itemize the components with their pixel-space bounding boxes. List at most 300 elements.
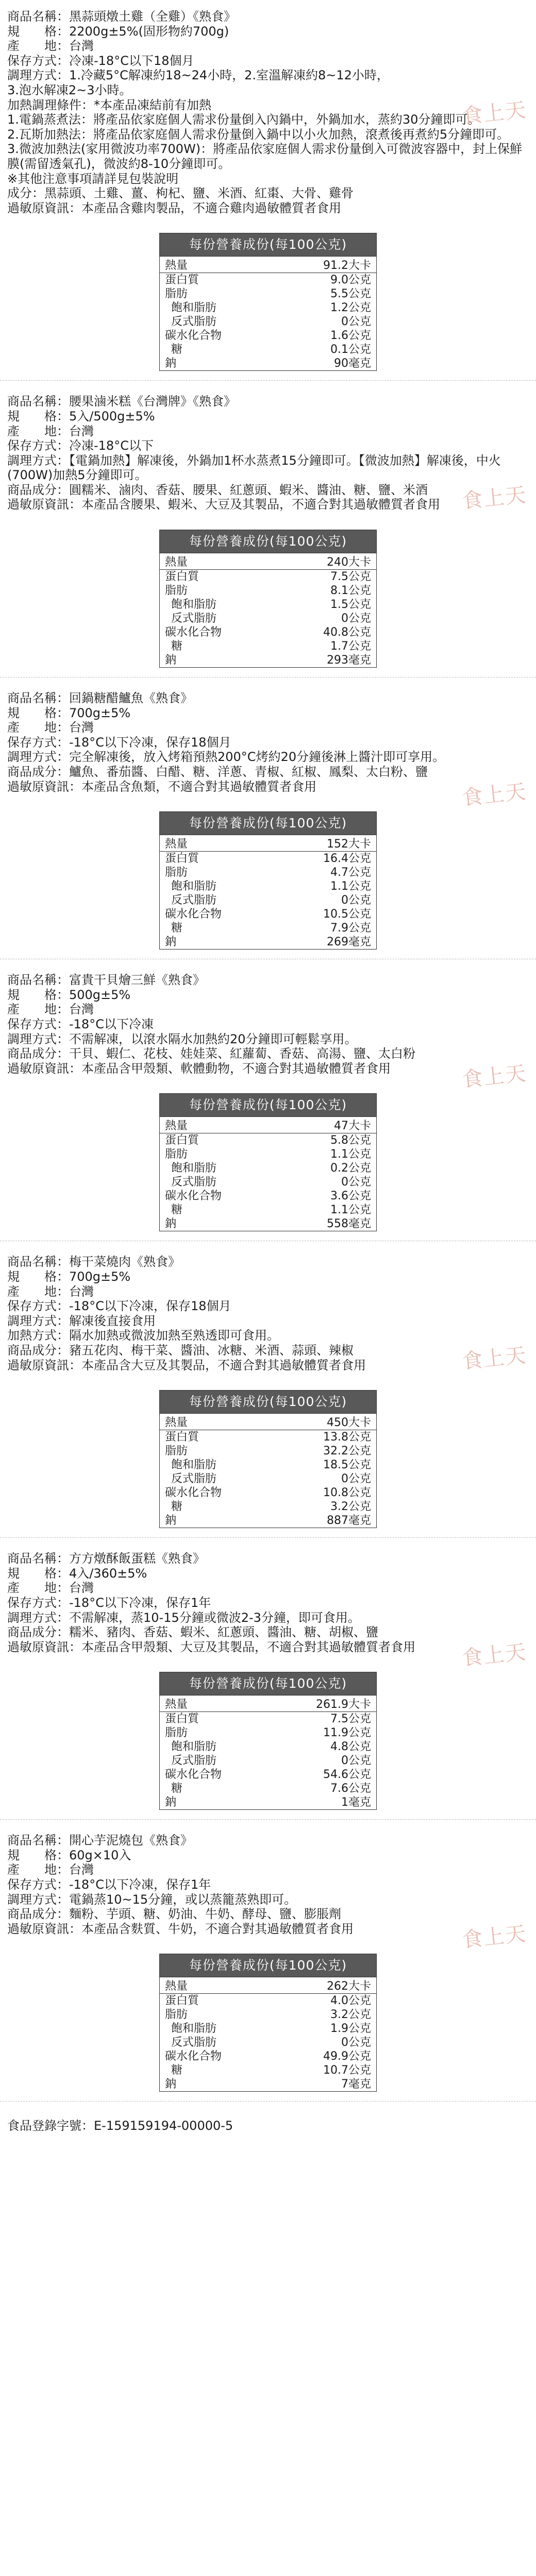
spec-row [7, 1566, 529, 1581]
nutrient-value: 7.5公克 [269, 1712, 376, 1726]
spec-label: 產 地： [7, 1284, 69, 1299]
nutrient-value: 47大卡 [279, 1117, 376, 1133]
nutrient-name: 碳水化合物 [165, 1768, 222, 1782]
nutrition-facts-table [159, 1093, 377, 1231]
nutrient-name: 飽和脂肪 [171, 1459, 217, 1472]
nutrient-value: 13.8公克 [276, 1430, 376, 1445]
nutrition-table-body [160, 256, 376, 370]
nutrient-value: 0公克 [341, 315, 371, 329]
nutrition-table-body [160, 1695, 376, 1809]
product-section [0, 1551, 536, 1810]
nutrition-row [160, 612, 376, 625]
spec-value: 方方燉酥飯蛋糕《熟食》 [69, 1551, 205, 1566]
nutrient-value: 152大卡 [276, 835, 376, 852]
nutrition-row [160, 1414, 376, 1430]
nutrition-row [160, 625, 376, 639]
note-line: 調理方式：完全解凍後，放入烤箱預熱200°C烤約20分鐘後淋上醬汁即可享用。 [7, 750, 445, 765]
nutrition-row [160, 1696, 376, 1712]
nutrient-name: 脂肪 [165, 1445, 188, 1458]
nutrient-value: 4.7公克 [330, 866, 371, 879]
nutrient-name: 蛋白質 [160, 1430, 276, 1445]
spec-value: 冷凍-18°C以下 [69, 438, 154, 453]
note-line: 商品成分：糯米、豬肉、香菇、蝦米、紅蔥頭、醬油、糖、胡椒、鹽 [7, 1625, 378, 1640]
spec-row [7, 1581, 529, 1596]
spec-row [7, 706, 529, 721]
nutrition-row [160, 1217, 376, 1231]
nutrient-value: 269毫克 [327, 936, 371, 949]
nutrient-value: 1.9公克 [330, 2022, 371, 2036]
nutrient-name: 蛋白質 [160, 852, 276, 866]
product-section [0, 394, 536, 668]
spec-row [7, 1862, 529, 1877]
spec-row [7, 1284, 529, 1299]
nutrient-value: 0.2公克 [330, 1162, 371, 1175]
nutrition-row [160, 1500, 376, 1514]
spec-label: 產 地： [7, 720, 69, 735]
nutrient-name: 鈉 [165, 357, 177, 370]
nutrition-facts-table [159, 1672, 377, 1810]
nutrition-row [160, 1514, 376, 1528]
note-line: 過敏原資訊：本產品含甲殼類、大豆及其製品，不適合對其過敏體質者食用 [7, 1639, 415, 1654]
note-line: ※其他注意事項請詳見包裝說明 [7, 171, 179, 186]
nutrition-table-body [160, 553, 376, 667]
spec-row [7, 1877, 529, 1892]
spec-label: 規 格： [7, 705, 69, 720]
nutrient-value: 0公克 [341, 1472, 371, 1486]
product-section [0, 9, 536, 371]
spec-value: 台灣 [69, 39, 94, 54]
note-line: 過敏原資訊：本產品含腰果、蝦米、大豆及其製品，不適合對其過敏體質者食用 [7, 497, 440, 512]
nutrition-row [160, 1994, 376, 2008]
spec-row [7, 720, 529, 735]
spec-row [7, 1551, 529, 1566]
spec-value: 台灣 [69, 1581, 94, 1596]
nutrient-name: 糖 [171, 1782, 183, 1795]
nutrient-name: 蛋白質 [160, 1133, 279, 1148]
spec-value: 黑蒜頭燉土雞（全雞）《熟食》 [69, 9, 236, 24]
product-section [0, 691, 536, 950]
nutrient-name: 飽和脂肪 [171, 2022, 217, 2036]
spec-row [7, 1255, 529, 1269]
spec-value: -18°C以下冷凍，保存18個月 [69, 1299, 231, 1314]
spec-label: 規 格： [7, 409, 69, 423]
spec-label: 保存方式： [7, 53, 69, 68]
spec-row [7, 1269, 529, 1284]
nutrient-name: 熱量 [160, 257, 276, 273]
spec-label: 產 地： [7, 423, 69, 438]
nutrition-row [160, 273, 376, 287]
nutrition-row [160, 1712, 376, 1726]
section-divider [0, 959, 536, 965]
nutrient-value: 0公克 [341, 1176, 371, 1189]
note-line: 2.瓦斯加熱法：將產品依家庭個人需求份量倒入鍋中以小火加熱，滾煮後再煮約5分鐘即可。 [7, 127, 510, 142]
spec-row [7, 438, 529, 453]
spec-value: 1.冷藏5°C解凍約18~24小時，2.室溫解凍約8~12小時， [69, 68, 389, 83]
nutrient-name: 熱量 [160, 1696, 269, 1712]
nutrient-value: 1.6公克 [330, 329, 371, 343]
nutrition-row [160, 1795, 376, 1809]
nutrition-facts-title: 每份營養成份(每100公克) [160, 1954, 376, 1977]
nutrient-value: 0公克 [341, 612, 371, 625]
spec-label: 產 地： [7, 1581, 69, 1596]
nutrient-value: 4.8公克 [330, 1740, 371, 1754]
spec-row [7, 1017, 529, 1032]
nutrition-facts-title: 每份營養成份(每100公克) [160, 812, 376, 835]
nutrient-name: 鈉 [165, 1796, 177, 1809]
note-line: 調理方式：解凍後直接食用 [7, 1313, 156, 1328]
nutrition-row [160, 343, 376, 357]
spec-value: 富貴干貝燴三鮮《熟食》 [69, 973, 205, 988]
note-line: 商品成分：圓糯米、滷肉、香菇、腰果、紅蔥頭、蝦米、醬油、糖、鹽、米酒 [7, 482, 428, 497]
spec-label: 規 格： [7, 1848, 69, 1862]
nutrient-name: 鈉 [165, 654, 177, 667]
spec-value: -18°C以下冷凍，保存1年 [69, 1877, 211, 1892]
nutrition-row [160, 935, 376, 949]
spec-row [7, 1002, 529, 1017]
nutrient-name: 糖 [171, 640, 183, 653]
nutrient-value: 1.1公克 [330, 1148, 371, 1161]
nutrition-row [160, 2022, 376, 2036]
spec-label: 產 地： [7, 1862, 69, 1877]
section-divider [0, 2101, 536, 2108]
nutrient-name: 糖 [171, 922, 183, 935]
nutrition-row [160, 2063, 376, 2077]
spec-value: 台灣 [69, 1002, 94, 1017]
nutrition-table-body [160, 835, 376, 949]
spec-label: 商品名稱： [7, 691, 69, 706]
spec-label: 保存方式： [7, 438, 69, 453]
nutrition-row [160, 907, 376, 921]
nutrient-value: 5.8公克 [279, 1133, 376, 1148]
spec-label: 保存方式： [7, 1877, 69, 1892]
spec-value: 腰果滷米糕《台灣牌》《熟食》 [69, 394, 236, 409]
nutrient-value: 10.7公克 [323, 2064, 371, 2077]
nutrient-name: 碳水化合物 [165, 2050, 222, 2063]
spec-label: 規 格： [7, 987, 69, 1002]
note-line: 1.電鍋蒸煮法：將產品依家庭個人需求份量倒入內鍋中，外鍋加水，蒸約30分鐘即可。 [7, 112, 480, 127]
note-line: 加熱調理條件：*本產品凍結前有加熱 [7, 97, 211, 112]
note-line: 加熱方式：隔水加熱或微波加熱至熟透即可食用。 [7, 1328, 279, 1343]
nutrition-row [160, 287, 376, 301]
nutrient-name: 糖 [171, 1204, 183, 1217]
spec-row [7, 424, 529, 439]
watermark-stamp: 食上天 [461, 1343, 528, 1374]
nutrient-name: 碳水化合物 [165, 908, 222, 921]
nutrient-value: 7.5公克 [276, 570, 376, 584]
nutrition-row [160, 2077, 376, 2091]
note-line: 過敏原資訊：本產品含甲殼類、軟體動物，不適合對其過敏體質者食用 [7, 1061, 391, 1076]
nutrient-value: 262大卡 [276, 1977, 376, 1994]
spec-value: 3.泡水解凍2~3小時。 [7, 82, 132, 97]
nutrition-row [160, 1977, 376, 1994]
nutrient-value: 1.1公克 [330, 1204, 371, 1217]
nutrition-facts-title: 每份營養成份(每100公克) [160, 1391, 376, 1413]
nutrition-row [160, 584, 376, 598]
nutrient-name: 反式脂肪 [171, 1754, 217, 1768]
watermark-stamp: 食上天 [461, 1922, 528, 1953]
nutrient-name: 脂肪 [165, 287, 188, 301]
nutrition-row [160, 357, 376, 370]
nutrient-name: 反式脂肪 [171, 612, 217, 625]
spec-label: 商品名稱： [7, 1833, 69, 1848]
spec-value: -18°C以下冷凍，保存1年 [69, 1595, 211, 1610]
nutrient-value: 16.4公克 [276, 852, 376, 866]
note-line: 過敏原資訊：本產品含魚類，不適合對其過敏體質者食用 [7, 779, 316, 794]
nutrition-row [160, 1133, 376, 1148]
spec-value: 回鍋糖醋鱸魚《熟食》 [69, 691, 193, 706]
nutrient-name: 蛋白質 [160, 1994, 276, 2008]
nutrition-row [160, 1458, 376, 1472]
section-divider [0, 1241, 536, 1247]
product-section [0, 1255, 536, 1528]
spec-value: 梅干菜燒肉《熟食》 [69, 1255, 180, 1269]
nutrition-facts-title: 每份營養成份(每100公克) [160, 1094, 376, 1116]
spec-value: -18°C以下冷凍 [69, 1017, 154, 1031]
nutrient-value: 3.2公克 [330, 1500, 371, 1514]
nutrition-row [160, 1175, 376, 1189]
nutrition-row [160, 921, 376, 935]
nutrient-value: 558毫克 [327, 1217, 371, 1231]
nutrition-row [160, 1754, 376, 1768]
nutrient-name: 反式脂肪 [171, 1472, 217, 1486]
nutrient-name: 鈉 [165, 1217, 177, 1231]
nutrition-row [160, 653, 376, 667]
spec-label: 產 地： [7, 39, 69, 54]
nutrient-value: 0.1公克 [330, 343, 371, 357]
section-divider [0, 677, 536, 684]
spec-value: 700g±5% [69, 705, 131, 720]
nutrition-row [160, 879, 376, 893]
spec-label: 商品名稱： [7, 9, 69, 24]
note-line: 商品成分：干貝、蝦仁、花枝、娃娃菜、紅蘿蔔、香菇、高湯、鹽、太白粉 [7, 1046, 415, 1061]
note-line: 調理方式：電鍋蒸10~15分鐘，或以蒸籠蒸熟即可。 [7, 1892, 297, 1907]
spec-row [7, 83, 529, 98]
nutrition-row [160, 257, 376, 273]
nutrient-name: 熱量 [160, 1414, 276, 1430]
nutrient-value: 7毫克 [341, 2078, 371, 2091]
nutrient-value: 887毫克 [327, 1514, 371, 1528]
spec-label: 產 地： [7, 1002, 69, 1017]
nutrient-value: 3.2公克 [330, 2008, 371, 2022]
spec-row [7, 1833, 529, 1848]
nutrition-row [160, 1782, 376, 1795]
spec-row [7, 1299, 529, 1314]
section-divider [0, 380, 536, 387]
nutrient-value: 90毫克 [334, 357, 371, 370]
product-section [0, 973, 536, 1231]
nutrient-value: 11.9公克 [323, 1726, 371, 1740]
nutrition-facts-table [159, 1954, 377, 2092]
nutrient-name: 熱量 [160, 1117, 279, 1133]
spec-value: 700g±5% [69, 1269, 131, 1284]
nutrition-row [160, 639, 376, 653]
spec-value: 2200g±5%(固形物約700g) [69, 24, 229, 39]
nutrition-facts-title: 每份營養成份(每100公克) [160, 233, 376, 256]
nutrient-value: 1.1公克 [330, 880, 371, 893]
spec-value: 台灣 [69, 720, 94, 735]
nutrient-name: 蛋白質 [160, 1712, 269, 1726]
product-section [0, 1833, 536, 2092]
spec-row [7, 988, 529, 1003]
nutrient-name: 糖 [171, 2064, 183, 2077]
nutrient-name: 鈉 [165, 2078, 177, 2091]
nutrition-row [160, 1726, 376, 1740]
note-line: 過敏原資訊：本產品含雞肉製品，不適合雞肉過敏體質者食用 [7, 200, 341, 215]
nutrition-facts-title: 每份營養成份(每100公克) [160, 530, 376, 553]
nutrition-row [160, 315, 376, 329]
spec-label: 規 格： [7, 24, 69, 39]
nutrition-row [160, 835, 376, 852]
nutrient-name: 熱量 [160, 835, 276, 852]
nutrient-name: 脂肪 [165, 866, 188, 879]
nutrition-row [160, 1430, 376, 1445]
spec-row [7, 24, 529, 39]
nutrient-name: 脂肪 [165, 1148, 188, 1161]
nutrient-name: 熱量 [160, 553, 276, 570]
nutrient-value: 18.5公克 [323, 1459, 371, 1472]
note-line: 成分：黑蒜頭、土雞、薑、枸杞、鹽、米酒、紅棗、大骨、雞骨 [7, 186, 354, 201]
note-line: 過敏原資訊：本產品含大豆及其製品，不適合對其過敏體質者食用 [7, 1358, 366, 1372]
nutrient-value: 1.7公克 [330, 640, 371, 653]
spec-label: 規 格： [7, 1566, 69, 1581]
spec-value: -18°C以下冷凍，保存18個月 [69, 735, 231, 750]
watermark-stamp: 食上天 [461, 98, 528, 129]
nutrient-value: 450大卡 [276, 1414, 376, 1430]
nutrient-name: 蛋白質 [160, 273, 276, 287]
spec-value: 台灣 [69, 1284, 94, 1299]
nutrition-row [160, 893, 376, 907]
nutrient-value: 10.8公克 [323, 1486, 371, 1500]
spec-value: 台灣 [69, 423, 94, 438]
nutrient-value: 0公克 [341, 894, 371, 907]
spec-label: 保存方式： [7, 1299, 69, 1314]
nutrition-row [160, 1444, 376, 1458]
spec-value: 冷凍-18°C以下18個月 [69, 53, 194, 68]
nutrition-facts-title: 每份營養成份(每100公克) [160, 1672, 376, 1695]
nutrient-value: 261.9大卡 [269, 1696, 376, 1712]
spec-label: 保存方式： [7, 1017, 69, 1031]
nutrient-value: 40.8公克 [323, 626, 371, 639]
spec-row [7, 9, 529, 24]
nutrient-name: 飽和脂肪 [171, 301, 217, 315]
nutrition-row [160, 852, 376, 866]
nutrient-name: 飽和脂肪 [171, 1740, 217, 1754]
nutrition-facts-table [159, 1390, 377, 1528]
nutrition-row [160, 1189, 376, 1203]
spec-label: 商品名稱： [7, 1551, 69, 1566]
spec-row [7, 39, 529, 54]
nutrition-row [160, 1161, 376, 1175]
spec-row [7, 1848, 529, 1863]
note-line: 調理方式：【電鍋加熱】解凍後，外鍋加1杯水蒸煮15分鐘即可。【微波加熱】解凍後，中火(700W)加熱5分鐘即可。 [7, 453, 501, 483]
spec-row [7, 973, 529, 988]
nutrient-value: 10.5公克 [323, 908, 371, 921]
nutrient-name: 飽和脂肪 [171, 880, 217, 893]
section-divider [0, 1537, 536, 1544]
note-line: 商品成分：鱸魚、番茄醬、白醋、糖、洋蔥、青椒、紅椒、鳳梨、太白粉、鹽 [7, 765, 428, 779]
spec-row [7, 394, 529, 409]
nutrition-row [160, 1740, 376, 1754]
nutrient-value: 32.2公克 [323, 1445, 371, 1458]
nutrient-name: 脂肪 [165, 2008, 188, 2022]
nutrition-row [160, 598, 376, 612]
note-line: 調理方式：不需解凍，以滾水隔水加熱約20分鐘即可輕鬆享用。 [7, 1031, 357, 1046]
nutrient-name: 飽和脂肪 [171, 598, 217, 612]
nutrient-value: 240大卡 [276, 553, 376, 570]
note-line: 商品成分：麵粉、芋頭、糖、奶油、牛奶、酵母、鹽、膨脹劑 [7, 1907, 341, 1922]
nutrient-name: 熱量 [160, 1977, 276, 1994]
nutrition-table-body [160, 1116, 376, 1231]
watermark-stamp: 食上天 [461, 1640, 528, 1671]
nutrient-value: 49.9公克 [323, 2050, 371, 2063]
nutrient-name: 鈉 [165, 1514, 177, 1528]
spec-row [7, 54, 529, 69]
nutrition-row [160, 1472, 376, 1486]
spec-value: 60g×10入 [69, 1848, 131, 1862]
spec-row [7, 735, 529, 750]
spec-label: 規 格： [7, 1269, 69, 1284]
section-divider [0, 1819, 536, 1826]
nutrition-facts-table [159, 811, 377, 950]
nutrient-value: 91.2大卡 [276, 257, 376, 273]
nutrient-value: 7.6公克 [330, 1782, 371, 1795]
watermark-stamp: 食上天 [461, 1061, 528, 1092]
nutrient-name: 碳水化合物 [165, 626, 222, 639]
spec-label: 商品名稱： [7, 394, 69, 409]
spec-value: 開心芋泥燒包《熟食》 [69, 1833, 193, 1848]
nutrient-name: 脂肪 [165, 584, 188, 598]
nutrient-name: 反式脂肪 [171, 1176, 217, 1189]
nutrient-value: 1.5公克 [330, 598, 371, 612]
spec-row [7, 68, 529, 83]
nutrient-name: 反式脂肪 [171, 2036, 217, 2049]
nutrient-value: 8.1公克 [330, 584, 371, 598]
nutrient-name: 蛋白質 [160, 570, 276, 584]
note-line: 3.微波加熱法(家用微波功率700W)：將產品依家庭個人需求份量倒入可微波容器中，封上保鮮膜(需留透氣孔)，微波約8-10分鐘即可。 [7, 142, 523, 171]
note-line: 調理方式：不需解凍，蒸10-15分鐘或微波2-3分鐘，即可食用。 [7, 1610, 360, 1625]
nutrient-name: 飽和脂肪 [171, 1162, 217, 1175]
nutrient-name: 反式脂肪 [171, 894, 217, 907]
spec-row [7, 409, 529, 424]
spec-value: 5入/500g±5% [69, 409, 155, 423]
nutrition-row [160, 2049, 376, 2063]
note-line: 過敏原資訊：本產品含麩質、牛奶，不適合對其過敏體質者食用 [7, 1921, 354, 1936]
nutrient-name: 糖 [171, 343, 183, 357]
nutrient-name: 鈉 [165, 936, 177, 949]
spec-value: 台灣 [69, 1862, 94, 1877]
spec-value: 4入/360±5% [69, 1566, 147, 1581]
nutrient-value: 1毫克 [341, 1796, 371, 1809]
nutrient-value: 293毫克 [327, 654, 371, 667]
spec-value: 500g±5% [69, 987, 131, 1002]
registration-number: 食品登錄字號：E-159159194-00000-5 [7, 2119, 233, 2133]
nutrient-value: 1.2公克 [330, 301, 371, 315]
nutrition-facts-table [159, 530, 377, 668]
nutrient-name: 碳水化合物 [165, 1486, 222, 1500]
watermark-stamp: 食上天 [461, 483, 528, 514]
nutrition-row [160, 1768, 376, 1782]
nutrient-name: 碳水化合物 [165, 329, 222, 343]
note-line: 商品成分：豬五花肉、梅干菜、醬油、冰糖、米酒、蒜頭、辣椒 [7, 1343, 354, 1358]
spec-label: 商品名稱： [7, 973, 69, 988]
spec-row [7, 1596, 529, 1611]
nutrition-row [160, 570, 376, 584]
nutrient-name: 糖 [171, 1500, 183, 1514]
spec-label: 保存方式： [7, 1595, 69, 1610]
nutrient-value: 0公克 [341, 1754, 371, 1768]
nutrient-name: 反式脂肪 [171, 315, 217, 329]
spec-label: 保存方式： [7, 735, 69, 750]
